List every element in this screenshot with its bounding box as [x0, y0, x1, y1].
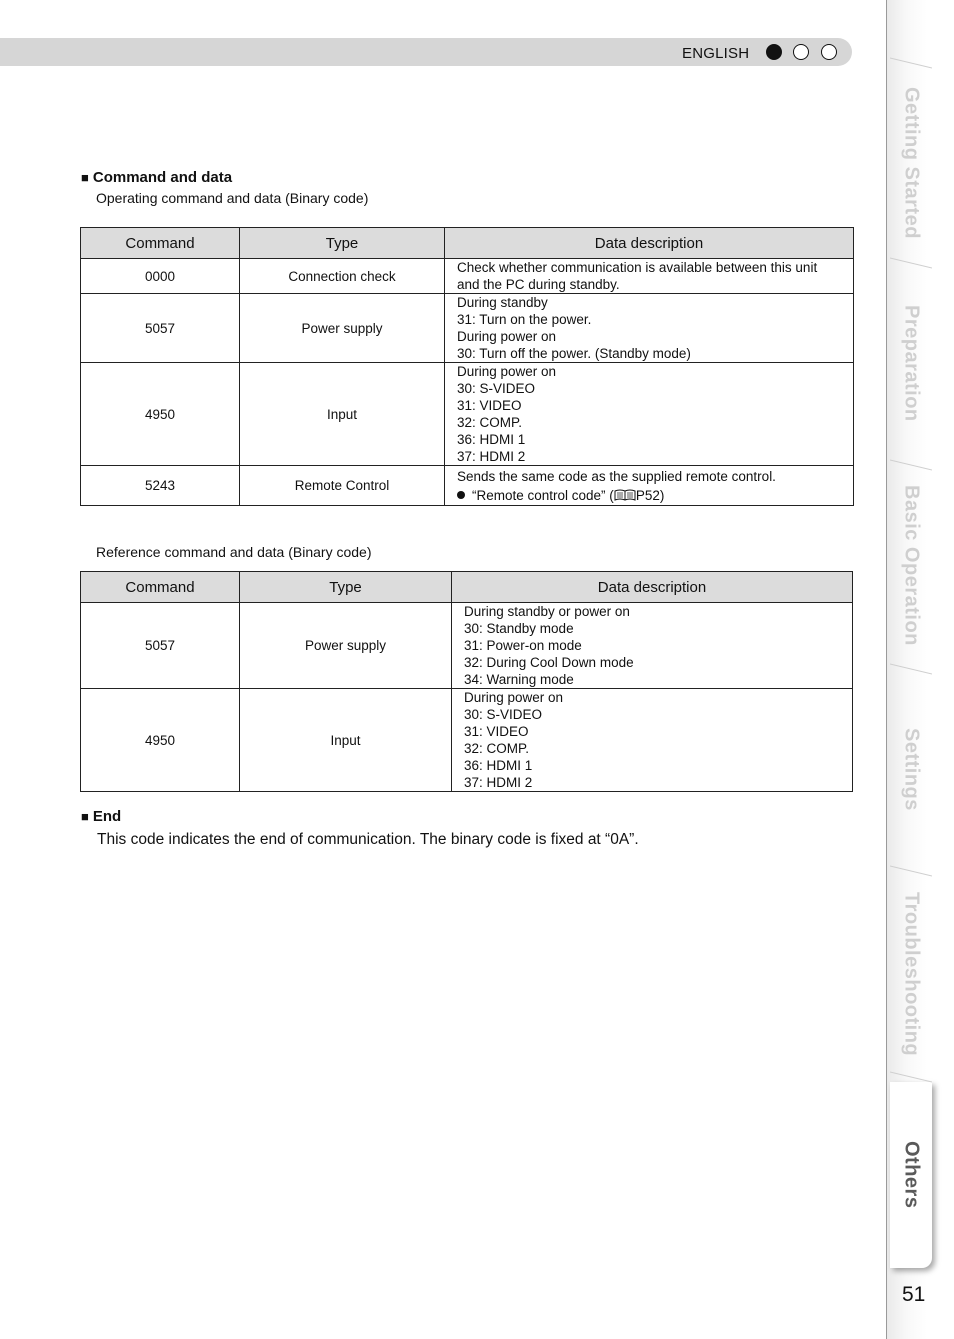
description-line: Sends the same code as the supplied remote control.: [457, 469, 776, 484]
description-cell: [452, 603, 853, 689]
description-line: During power on: [457, 364, 557, 379]
description-line: 34: Warning mode: [464, 672, 574, 687]
description-line: 31: Power-on mode: [464, 638, 582, 653]
command-cell: 5243: [81, 466, 240, 506]
language-indicator-dot: [821, 44, 837, 60]
command-cell: 5057: [81, 294, 240, 363]
operating-command-table: [80, 227, 854, 506]
description-line: 31: VIDEO: [464, 724, 529, 739]
command-cell: 4950: [81, 363, 240, 466]
description-line: 31: Turn on the power.: [457, 312, 592, 327]
tab-label: Basic Operation: [900, 484, 923, 646]
description-line: 30: S-VIDEO: [457, 381, 536, 396]
type-cell: Remote Control: [240, 466, 445, 506]
description-line: 32: COMP.: [464, 741, 530, 756]
description-cell: [445, 294, 854, 363]
description-cell: [445, 259, 854, 294]
description-cell: [452, 689, 853, 792]
table-row: [81, 294, 854, 363]
remote-control-code-reference: “Remote control code” (: [472, 488, 614, 503]
description-cell: [445, 466, 854, 506]
type-cell: Connection check: [240, 259, 445, 294]
table-row: [81, 603, 853, 689]
language-indicator-dot-active: [766, 44, 782, 60]
tab-separators: [890, 0, 932, 1100]
description-line: 31: VIDEO: [457, 398, 522, 413]
table-row: [81, 259, 854, 294]
column-header: Data description: [452, 572, 853, 603]
column-header: Command: [81, 572, 240, 603]
command-cell: 0000: [81, 259, 240, 294]
reference-command-subtitle: Reference command and data (Binary code): [96, 544, 372, 560]
command-cell: 4950: [81, 689, 240, 792]
type-cell: Input: [240, 363, 445, 466]
tab-label: Preparation: [900, 304, 923, 422]
section-heading-command-and-data: [81, 169, 232, 186]
description-line: 36: HDMI 1: [464, 758, 533, 773]
description-line: 37: HDMI 2: [457, 449, 526, 464]
description-line: During power on: [464, 690, 564, 705]
column-header: Data description: [445, 228, 854, 259]
section-heading-end: [81, 808, 121, 825]
command-cell: 5057: [81, 603, 240, 689]
reference-command-table: [80, 571, 853, 792]
description-line: 32: COMP.: [457, 415, 523, 430]
description-line: During power on: [457, 329, 557, 344]
tab-label: Others: [900, 1141, 923, 1209]
bullet-line: [457, 486, 853, 505]
description-line: 30: Standby mode: [464, 621, 574, 636]
tab-label: Getting Started: [900, 87, 923, 239]
description-line: 37: HDMI 2: [464, 775, 533, 790]
table-row: [81, 363, 854, 466]
column-header: Type: [240, 572, 452, 603]
tab-others[interactable]: [890, 1082, 932, 1268]
description-line: During standby: [457, 295, 548, 310]
language-indicator-dot: [793, 44, 809, 60]
end-code-description: This code indicates the end of communication. The binary code is fixed at “0A”.: [97, 831, 639, 848]
type-cell: Power supply: [240, 294, 445, 363]
section-heading-text: End: [92, 808, 122, 825]
bullet-icon: [457, 491, 465, 499]
description-line: Check whether communication is available between this unit: [457, 260, 818, 275]
description-line: During standby or power on: [464, 604, 630, 619]
page-number: 51: [902, 1283, 926, 1306]
column-header: Command: [81, 228, 240, 259]
operating-command-subtitle: Operating command and data (Binary code): [96, 190, 369, 206]
table-header-row: [81, 572, 853, 603]
description-line: 30: S-VIDEO: [464, 707, 543, 722]
type-cell: Power supply: [240, 603, 452, 689]
table-header-row: [81, 228, 854, 259]
description-line: 36: HDMI 1: [457, 432, 526, 447]
book-reference-icon: [614, 489, 636, 501]
description-line: 30: Turn off the power. (Standby mode): [457, 346, 691, 361]
column-header: Type: [240, 228, 445, 259]
description-cell: [445, 363, 854, 466]
table-row: [81, 466, 854, 506]
chapter-tab-divider: [886, 0, 887, 1339]
language-label: ENGLISH: [682, 45, 750, 62]
description-line: 32: During Cool Down mode: [464, 655, 634, 670]
table-row: [81, 689, 853, 792]
tab-label: Settings: [900, 727, 923, 811]
section-heading-text: Command and data: [92, 169, 233, 186]
square-bullet-icon: ■: [81, 809, 89, 824]
type-cell: Input: [240, 689, 452, 792]
tab-label: Troubleshooting: [900, 891, 923, 1057]
square-bullet-icon: ■: [81, 170, 89, 185]
page-reference[interactable]: P52): [635, 488, 665, 503]
description-line: and the PC during standby.: [457, 277, 620, 292]
